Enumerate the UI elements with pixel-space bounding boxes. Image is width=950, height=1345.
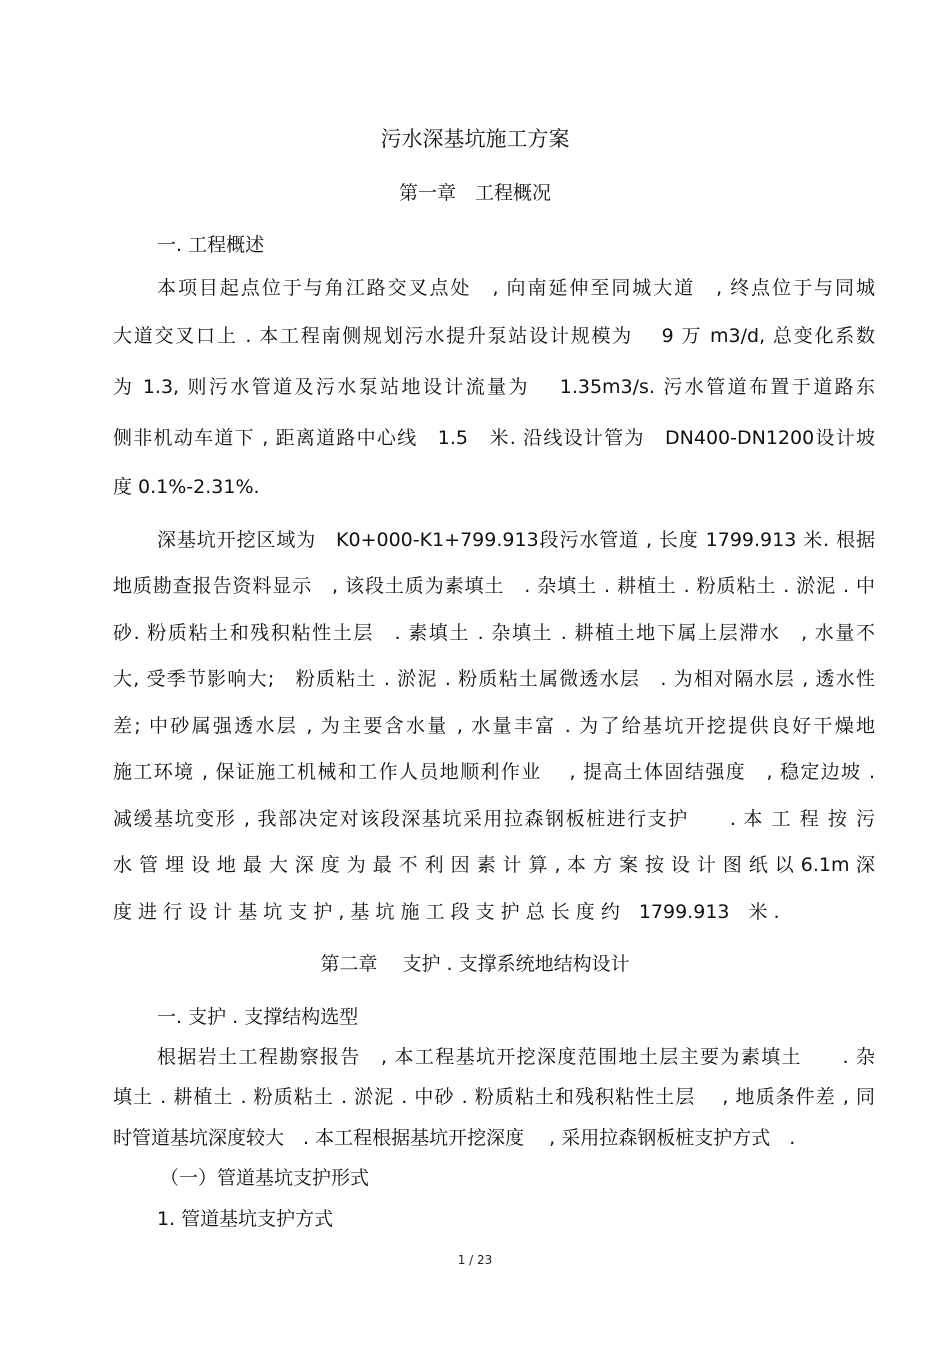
document-title: 污水深基坑施工方案 — [380, 127, 570, 151]
section-2-heading: 一. 支护 . 支撑结构选型 — [157, 1006, 359, 1028]
subsection-1-heading: （一）管道基坑支护形式 — [160, 1167, 370, 1189]
paragraph-2-line: 差; 中砂属强透水层 , 为主要含水量 , 水量丰富 . 为了给基坑开挖提供良好干燥地 — [113, 715, 875, 737]
chapter-1-heading: 第一章 工程概况 — [398, 182, 551, 204]
paragraph-2-line: 地质勘查报告资料显示 , 该段土质为素填土 . 杂填土 . 耕植土 . 粉质粘土 . 淤泥 . 中 — [113, 575, 875, 597]
paragraph-3-line: 时管道基坑深度较大 . 本工程根据基坑开挖深度 , 采用拉森钢板桩支护方式 . — [113, 1127, 796, 1149]
paragraph-2-line: 施工环境 , 保证施工机械和工作人员地顺利作业 , 提高土体固结强度 , 稳定边坡 . — [113, 761, 875, 783]
paragraph-2-line: 度 进 行 设 计 基 坑 支 护 , 基 坑 施 工 段 支 护 总 长 度 约 1799.913 米 . — [113, 901, 780, 923]
paragraph-3-line: 填土 . 耕植土 . 粉质粘土 . 淤泥 . 中砂 . 粉质粘土和残积粘性土层 , 地质条件差 , 同 — [113, 1086, 875, 1108]
paragraph-2-line: 砂. 粉质粘土和残积粘性土层 . 素填土 . 杂填土 . 耕植土地下属上层滞水 , 水量不 — [113, 622, 875, 644]
paragraph-3-line: 根据岩土工程勘察报告 , 本工程基坑开挖深度范围地土层主要为素填土 . 杂 — [157, 1046, 875, 1068]
item-1-heading: 1. 管道基坑支护方式 — [157, 1208, 334, 1230]
chapter-2-heading: 第二章 支护 . 支撑系统地结构设计 — [320, 953, 630, 975]
paragraph-1-line: 大道交叉口上 . 本工程南侧规划污水提升泵站设计规模为 9 万 m3/d, 总变化系数 — [113, 325, 875, 347]
paragraph-1-line: 本项目起点位于与角江路交叉点处 , 向南延伸至同城大道 , 终点位于与同城 — [157, 277, 875, 299]
paragraph-2-line: 大, 受季节影响大; 粉质粘土 . 淤泥 . 粉质粘土属微透水层 . 为相对隔水层 , 透水性 — [113, 668, 875, 690]
paragraph-1-line: 侧非机动车道下 , 距离道路中心线 1.5 米. 沿线设计管为 DN400-DN1200设计坡 — [113, 427, 875, 449]
paragraph-1-line: 为 1.3, 则污水管道及污水泵站地设计流量为 1.35m3/s. 污水管道布置于道路东 — [113, 376, 875, 398]
paragraph-2-line: 水 管 埋 设 地 最 大 深 度 为 最 不 利 因 素 计 算 , 本 方 案 按 设 计 图 纸 以 6.1m 深 — [113, 854, 875, 876]
paragraph-2-line: 深基坑开挖区域为 K0+000-K1+799.913段污水管道 , 长度 1799.913 米. 根据 — [157, 529, 875, 551]
paragraph-2-line: 减缓基坑变形 , 我部决定对该段深基坑采用拉森钢板桩进行支护 . 本 工 程 按 污 — [113, 808, 875, 830]
section-1-heading: 一. 工程概述 — [157, 234, 265, 256]
paragraph-1-line: 度 0.1%-2.31%. — [113, 476, 260, 498]
page-number: 1 / 23 — [457, 1253, 493, 1267]
